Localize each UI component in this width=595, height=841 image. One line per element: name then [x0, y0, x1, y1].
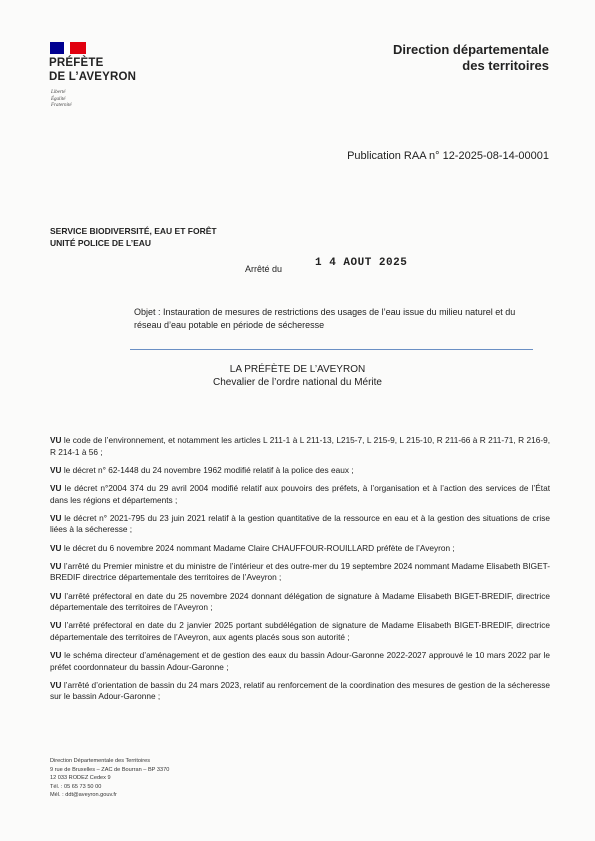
- visa-text: l’arrêté du Premier ministre et du ministre de l’intérieur et des outre-mer du 19 septembre 2024 nommant Madame Elisabeth BIGET-BREDIF directrice départementale des territoires de l’Aveyron ;: [50, 560, 550, 583]
- footer-street: 9 rue de Bruxelles – ZAC de Bourran – BP 3370: [50, 766, 170, 773]
- logo-line2: DE L’AVEYRON: [49, 71, 137, 83]
- arrete-label: Arrêté du: [245, 264, 283, 274]
- footer-address: [50, 757, 169, 800]
- prefet-title: LA PRÉFÈTE DE L’AVEYRON: [229, 364, 366, 375]
- visa-item: [50, 513, 550, 536]
- service-line2: UNITÉ POLICE DE L’EAU: [50, 238, 152, 248]
- footer-phone: Tél. : 05 65 73 50 00: [50, 783, 102, 790]
- visa-vu: VU: [50, 464, 62, 475]
- visa-text: le schéma directeur d’aménagement et de gestion des eaux du bassin Adour-Garonne 2022-2027 approuvé le 10 mars 2022 par le préfet coordonnateur du bassin Adour-Garonne ;: [50, 650, 550, 672]
- visa-item: [50, 465, 550, 477]
- visas-list: [50, 435, 550, 710]
- prefet-heading: [0, 363, 595, 389]
- visa-text: le décret n°2004 374 du 29 avril 2004 modifié relatif aux pouvoirs des préfets, à l’organisation et à l’action des services de l’État dans les régions et départements ;: [50, 482, 550, 505]
- department-name: [393, 42, 549, 74]
- service-heading: [50, 225, 217, 249]
- visa-vu: VU: [50, 435, 62, 445]
- visa-item: [50, 650, 550, 673]
- visa-vu: VU: [50, 590, 62, 601]
- footer-org: Direction Départementale des Territoires: [50, 758, 151, 764]
- visa-item: [50, 435, 550, 458]
- motto-liberte: Liberté: [51, 90, 66, 95]
- publication-reference: Publication RAA n° 12-2025-08-14-00001: [347, 150, 549, 162]
- motto-fraternite: Fraternité: [51, 103, 72, 108]
- objet-text: Objet : Instauration de mesures de restrictions des usages de l’eau issue du milieu naturel et du réseau d’eau potable en période de sécheresse: [134, 307, 516, 330]
- visa-item: [50, 620, 550, 643]
- visa-text: l’arrêté préfectoral en date du 2 janvier 2025 portant subdélégation de signature de Madame Elisabeth BIGET-BREDIF, directrice départementale des territoires de l’Aveyron, aux agents placés sous son autorité ;: [50, 620, 550, 642]
- visa-item: [50, 543, 550, 555]
- footer-email[interactable]: Mél. : ddt@aveyron.gouv.fr: [50, 792, 117, 799]
- footer-city: 12 033 RODEZ Cedex 9: [50, 775, 111, 782]
- visa-text: le décret n° 2021-795 du 23 juin 2021 relatif à la gestion quantitative de la ressource en eau et à la gestion des situations de crise liées à la sécheresse ;: [50, 512, 550, 535]
- republic-motto: [51, 90, 72, 110]
- dept-line2: des territoires: [462, 58, 549, 73]
- visa-item: [50, 591, 550, 614]
- logo-line1: PRÉFÈTE: [49, 57, 104, 69]
- visa-vu: VU: [50, 679, 62, 690]
- divider: [130, 349, 533, 350]
- marianne-flag-icon: [50, 42, 86, 54]
- visa-text: le décret du 6 novembre 2024 nommant Madame Claire CHAUFFOUR-ROUILLARD préfète de l’Aveyron ;: [61, 542, 455, 553]
- motto-egalite: Égalité: [51, 96, 66, 102]
- visa-vu: VU: [50, 482, 62, 493]
- visa-text: l’arrêté d’orientation de bassin du 24 mars 2023, relatif au renforcement de la coordination des mesures de gestion de la sécheresse sur le bassin Adour-Garonne ;: [50, 679, 550, 702]
- visa-item: [50, 561, 550, 584]
- visa-text: le code de l’environnement, et notamment les articles L 211-1 à L 211-13, L215-7, L 215-9, L 215-10, R 211-66 à R 211-71, R 216-9, R 214-1 à 56 ;: [50, 435, 550, 457]
- visa-item: [50, 680, 550, 703]
- visa-item: [50, 483, 550, 506]
- visa-vu: VU: [50, 542, 62, 553]
- logo-title: [49, 56, 136, 84]
- service-line1: SERVICE BIODIVERSITÉ, EAU ET FORÊT: [50, 226, 217, 236]
- dept-line1: Direction départementale: [392, 42, 549, 57]
- prefet-subtitle: Chevalier de l’ordre national du Mérite: [213, 377, 382, 388]
- date-stamp: 1 4 AOUT 2025: [315, 257, 408, 269]
- visa-vu: VU: [50, 560, 62, 571]
- visa-text: le décret n° 62-1448 du 24 novembre 1962 modifié relatif à la police des eaux ;: [61, 464, 354, 475]
- visa-vu: VU: [50, 512, 62, 523]
- visa-vu: VU: [50, 620, 62, 631]
- visa-text: l’arrêté préfectoral en date du 25 novembre 2024 donnant délégation de signature à Madame Elisabeth BIGET-BREDIF, directrice départementale des territoires de l’Aveyron ;: [50, 590, 550, 613]
- visa-vu: VU: [50, 650, 62, 661]
